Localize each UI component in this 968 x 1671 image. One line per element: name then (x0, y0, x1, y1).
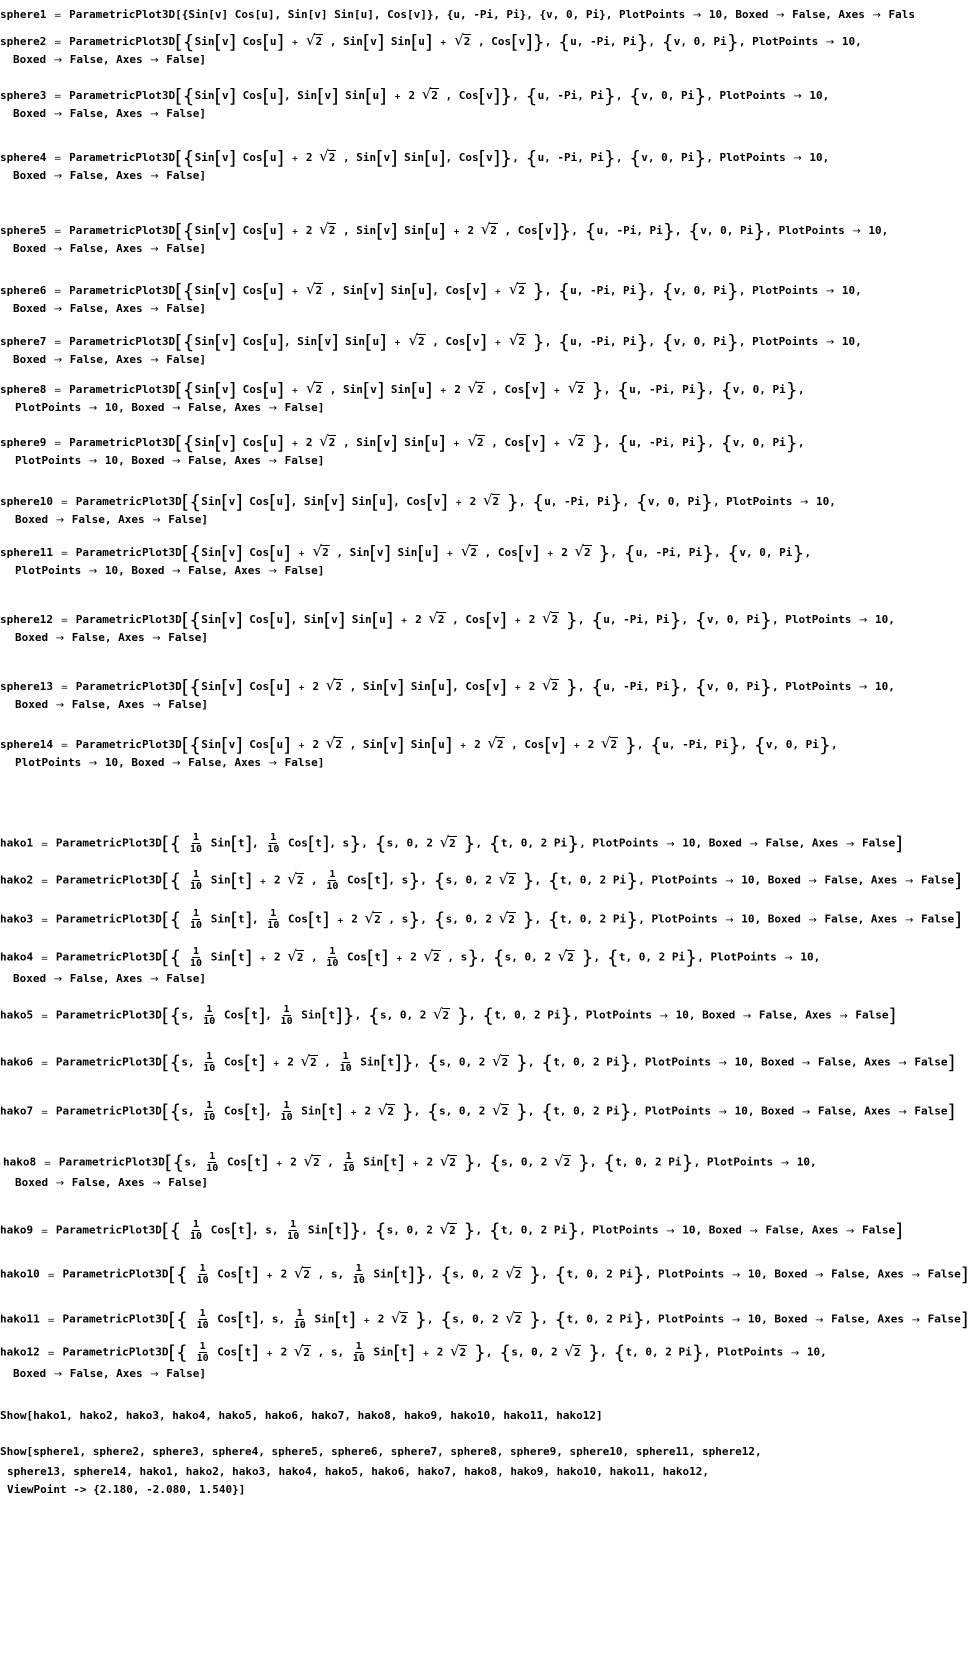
code-line-h4b[interactable]: Boxed → False, Axes → False] (13, 972, 206, 985)
code-line-show1[interactable]: Show[hako1, hako2, hako3, hako4, hako5, hako6, hako7, hako8, hako9, hako10, hako11, hako12] (0, 1409, 603, 1422)
code-line-h6a[interactable]: hako6 = ParametricPlot3D[{s, $\frac{1}{10}$ Cos[t] + 2 √2 , $\frac{1}{10}$ Sin[t]}, {s, 0, 2 √2 }, {t, 0, 2 Pi}, PlotPoints → 10, Boxed → False, Axes → False] (0, 1051, 955, 1074)
code-line-s6a[interactable]: sphere6 = ParametricPlot3D[{Sin[v] Cos[u] + √2 , Sin[v] Sin[u], Cos[v] + √2 }, {u, -Pi, Pi}, {v, 0, Pi}, PlotPoints → 10, (0, 280, 862, 302)
code-line-s11a[interactable]: sphere11 = ParametricPlot3D[{Sin[v] Cos[u] + √2 , Sin[v] Sin[u] + √2 , Cos[v] + 2 √2 }, {u, -Pi, Pi}, {v, 0, Pi}, (0, 542, 812, 564)
code-line-s12a[interactable]: sphere12 = ParametricPlot3D[{Sin[v] Cos[u], Sin[v] Sin[u] + 2 √2 , Cos[v] + 2 √2 }, {u, -Pi, Pi}, {v, 0, Pi}, PlotPoints → 10, (0, 609, 895, 631)
sqrt-two: √2 (498, 869, 515, 888)
fraction-one-tenth: $\frac{1}{10}$ (190, 908, 203, 931)
code-line-s13b[interactable]: Boxed → False, Axes → False] (15, 698, 208, 711)
sqrt-two: √2 (364, 908, 381, 927)
sqrt-two: √2 (300, 1051, 317, 1070)
sqrt-two: √2 (508, 280, 526, 298)
code-line-s7a[interactable]: sphere7 = ParametricPlot3D[{Sin[v] Cos[u], Sin[v] Sin[u] + √2 , Cos[v] + √2 }, {u, -Pi, Pi}, {v, 0, Pi}, PlotPoints → 10, (0, 331, 862, 353)
fraction-one-tenth: $\frac{1}{10}$ (352, 1341, 365, 1364)
sqrt-two: √2 (325, 676, 342, 694)
code-line-h3a[interactable]: hako3 = ParametricPlot3D[{ $\frac{1}{10}$ Sin[t], $\frac{1}{10}$ Cos[t] + 2 √2 , s}, {s, 0, 2 √2 }, {t, 0, 2 Pi}, PlotPoints → 10, Boxed → False, Axes → False] (0, 908, 962, 931)
code-line-s9a[interactable]: sphere9 = ParametricPlot3D[{Sin[v] Cos[u] + 2 √2 , Sin[v] Sin[u] + √2 , Cos[v] + √2 }, {u, -Pi, Pi}, {v, 0, Pi}, (0, 432, 805, 454)
code-line-s8a[interactable]: sphere8 = ParametricPlot3D[{Sin[v] Cos[u] + √2 , Sin[v] Sin[u] + 2 √2 , Cos[v] + √2 }, {u, -Pi, Pi}, {v, 0, Pi}, (0, 379, 805, 401)
sqrt-two: √2 (498, 908, 515, 927)
code-line-h8a[interactable]: hako8 = ParametricPlot3D[{s, $\frac{1}{10}$ Cos[t] + 2 √2 , $\frac{1}{10}$ Sin[t] + 2 √2 }, {s, 0, 2 √2 }, {t, 0, 2 Pi}, PlotPoints → 10, (3, 1151, 817, 1174)
fraction-one-tenth: $\frac{1}{10}$ (190, 946, 203, 969)
fraction-one-tenth: $\frac{1}{10}$ (342, 1151, 355, 1174)
sqrt-two: √2 (492, 1100, 509, 1119)
code-line-h7a[interactable]: hako7 = ParametricPlot3D[{s, $\frac{1}{10}$ Cos[t], $\frac{1}{10}$ Sin[t] + 2 √2 }, {s, 0, 2 √2 }, {t, 0, 2 Pi}, PlotPoints → 10, Boxed → False, Axes → False] (0, 1100, 955, 1123)
fraction-one-tenth: $\frac{1}{10}$ (203, 1100, 216, 1123)
sqrt-two: √2 (325, 734, 342, 752)
sqrt-two: √2 (450, 1341, 467, 1360)
code-line-s10a[interactable]: sphere10 = ParametricPlot3D[{Sin[v] Cos[u], Sin[v] Sin[u], Cos[v] + 2 √2 }, {u, -Pi, Pi}, {v, 0, Pi}, PlotPoints → 10, (0, 491, 836, 513)
sqrt-two: √2 (467, 379, 484, 397)
sqrt-two: √2 (293, 1341, 311, 1360)
fraction-one-tenth: $\frac{1}{10}$ (196, 1263, 209, 1286)
fraction-one-tenth: $\frac{1}{10}$ (196, 1341, 209, 1364)
code-line-s5a[interactable]: sphere5 = ParametricPlot3D[{Sin[v] Cos[u] + 2 √2 , Sin[v] Sin[u] + 2 √2 , Cos[v]}, {u, -Pi, Pi}, {v, 0, Pi}, PlotPoints → 10, (0, 220, 889, 242)
sqrt-two: √2 (541, 609, 559, 627)
sqrt-two: √2 (421, 85, 438, 103)
sqrt-two: √2 (305, 280, 323, 298)
code-line-s2a[interactable]: sphere2 = ParametricPlot3D[{Sin[v] Cos[u] + √2 , Sin[v] Sin[u] + √2 , Cos[v]}, {u, -Pi, Pi}, {v, 0, Pi}, PlotPoints → 10, (0, 31, 862, 53)
code-line-s7b[interactable]: Boxed → False, Axes → False] (13, 353, 206, 366)
sqrt-two: √2 (287, 869, 304, 888)
sqrt-two: √2 (564, 1341, 581, 1360)
fraction-one-tenth: $\frac{1}{10}$ (326, 869, 339, 892)
sqrt-two: √2 (487, 734, 504, 752)
fraction-one-tenth: $\frac{1}{10}$ (287, 1219, 300, 1242)
sqrt-two: √2 (423, 946, 440, 965)
sqrt-two: √2 (508, 331, 526, 349)
sqrt-two: √2 (439, 832, 456, 851)
code-line-s8b[interactable]: PlotPoints → 10, Boxed → False, Axes → False] (15, 401, 325, 414)
code-line-s14b[interactable]: PlotPoints → 10, Boxed → False, Axes → False] (15, 756, 325, 769)
code-line-s9b[interactable]: PlotPoints → 10, Boxed → False, Axes → False] (15, 454, 325, 467)
sqrt-two: √2 (305, 379, 323, 397)
code-line-s1a[interactable]: sphere1 = ParametricPlot3D[{Sin[v] Cos[u], Sin[v] Sin[u], Cos[v]}, {u, -Pi, Pi}, {v, 0, Pi}, PlotPoints → 10, Boxed → False, Axes → Fals (0, 8, 916, 21)
code-line-h10a[interactable]: hako10 = ParametricPlot3D[{ $\frac{1}{10}$ Cos[t] + 2 √2 , s, $\frac{1}{10}$ Sin[t]}, {s, 0, 2 √2 }, {t, 0, 2 Pi}, PlotPoints → 10, Boxed → False, Axes → False] (0, 1263, 968, 1286)
sqrt-two: √2 (439, 1219, 456, 1238)
code-line-h8b[interactable]: Boxed → False, Axes → False] (15, 1176, 208, 1189)
code-line-h4a[interactable]: hako4 = ParametricPlot3D[{ $\frac{1}{10}$ Sin[t] + 2 √2 , $\frac{1}{10}$ Cos[t] + 2 √2 , s}, {s, 0, 2 √2 }, {t, 0, 2 Pi}, PlotPoints → 10, (0, 946, 821, 969)
sqrt-two: √2 (391, 1308, 408, 1327)
code-line-s3b[interactable]: Boxed → False, Axes → False] (13, 107, 206, 120)
sqrt-two: √2 (287, 946, 304, 965)
sqrt-two: √2 (492, 1051, 509, 1070)
code-line-s4b[interactable]: Boxed → False, Axes → False] (13, 169, 206, 182)
sqrt-two: √2 (574, 542, 591, 560)
code-line-s13a[interactable]: sphere13 = ParametricPlot3D[{Sin[v] Cos[u] + 2 √2 , Sin[v] Sin[u], Cos[v] + 2 √2 }, {u, -Pi, Pi}, {v, 0, Pi}, PlotPoints → 10, (0, 676, 895, 698)
sqrt-two: √2 (408, 331, 425, 349)
fraction-one-tenth: $\frac{1}{10}$ (280, 1100, 293, 1123)
code-line-h5a[interactable]: hako5 = ParametricPlot3D[{s, $\frac{1}{10}$ Cos[t], $\frac{1}{10}$ Sin[t]}, {s, 0, 2 √2 }, {t, 0, 2 Pi}, PlotPoints → 10, Boxed → False, Axes → False] (0, 1004, 896, 1027)
code-line-s3a[interactable]: sphere3 = ParametricPlot3D[{Sin[v] Cos[u], Sin[v] Sin[u] + 2 √2 , Cos[v]}, {u, -Pi, Pi}, {v, 0, Pi}, PlotPoints → 10, (0, 85, 830, 107)
code-line-h9a[interactable]: hako9 = ParametricPlot3D[{ $\frac{1}{10}$ Cos[t], s, $\frac{1}{10}$ Sin[t]}, {s, 0, 2 √2 }, {t, 0, 2 Pi}, PlotPoints → 10, Boxed → False, Axes → False] (0, 1219, 903, 1242)
fraction-one-tenth: $\frac{1}{10}$ (293, 1308, 306, 1331)
code-line-s5b[interactable]: Boxed → False, Axes → False] (13, 242, 206, 255)
sqrt-two: √2 (482, 491, 500, 509)
fraction-one-tenth: $\frac{1}{10}$ (203, 1004, 216, 1027)
code-line-show2a[interactable]: Show[sphere1, sphere2, sphere3, sphere4, sphere5, sphere6, sphere7, sphere8, sphere9, sphere10, sphere11, sphere12, (0, 1445, 762, 1458)
code-line-h2a[interactable]: hako2 = ParametricPlot3D[{ $\frac{1}{10}$ Sin[t] + 2 √2 , $\frac{1}{10}$ Cos[t], s}, {s, 0, 2 √2 }, {t, 0, 2 Pi}, PlotPoints → 10, Boxed → False, Axes → False] (0, 869, 962, 892)
fraction-one-tenth: $\frac{1}{10}$ (203, 1051, 216, 1074)
code-line-s12b[interactable]: Boxed → False, Axes → False] (15, 631, 208, 644)
sqrt-two: √2 (505, 1308, 522, 1327)
code-line-s11b[interactable]: PlotPoints → 10, Boxed → False, Axes → False] (15, 564, 325, 577)
sqrt-two: √2 (600, 734, 618, 752)
sqrt-two: √2 (319, 432, 336, 450)
code-line-s10b[interactable]: Boxed → False, Axes → False] (15, 513, 208, 526)
fraction-one-tenth: $\frac{1}{10}$ (326, 946, 339, 969)
code-line-s4a[interactable]: sphere4 = ParametricPlot3D[{Sin[v] Cos[u] + 2 √2 , Sin[v] Sin[u], Cos[v]}, {u, -Pi, Pi}, {v, 0, Pi}, PlotPoints → 10, (0, 147, 830, 169)
sqrt-two: √2 (541, 676, 559, 694)
sqrt-two: √2 (554, 1151, 571, 1170)
code-line-h12b[interactable]: Boxed → False, Axes → False] (13, 1367, 206, 1380)
fraction-one-tenth: $\frac{1}{10}$ (190, 1219, 203, 1242)
code-line-s2b[interactable]: Boxed → False, Axes → False] (13, 53, 206, 66)
code-line-h1a[interactable]: hako1 = ParametricPlot3D[{ $\frac{1}{10}$ Sin[t], $\frac{1}{10}$ Cos[t], s}, {s, 0, 2 √2 }, {t, 0, 2 Pi}, PlotPoints → 10, Boxed → False, Axes → False] (0, 832, 903, 855)
sqrt-two: √2 (467, 432, 484, 450)
sqrt-two: √2 (432, 1004, 450, 1023)
sqrt-two: √2 (439, 1151, 456, 1170)
sqrt-two: √2 (428, 609, 445, 627)
code-line-h12a[interactable]: hako12 = ParametricPlot3D[{ $\frac{1}{10}$ Cos[t] + 2 √2 , s, $\frac{1}{10}$ Sin[t] + 2 √2 }, {s, 0, 2 √2 }, {t, 0, 2 Pi}, PlotPoints → 10, (0, 1341, 827, 1364)
sqrt-two: √2 (460, 542, 478, 560)
code-line-show2b[interactable]: sphere13, sphere14, hako1, hako2, hako3, hako4, hako5, hako6, hako7, hako8, hako9, hako10, hako11, hako12, (7, 1465, 709, 1478)
fraction-one-tenth: $\frac{1}{10}$ (206, 1151, 219, 1174)
fraction-one-tenth: $\frac{1}{10}$ (190, 869, 203, 892)
fraction-one-tenth: $\frac{1}{10}$ (267, 908, 280, 931)
sqrt-two: √2 (312, 542, 329, 560)
sqrt-two: √2 (319, 220, 336, 238)
fraction-one-tenth: $\frac{1}{10}$ (280, 1004, 293, 1027)
fraction-one-tenth: $\frac{1}{10}$ (267, 832, 280, 855)
sqrt-two: √2 (293, 1263, 311, 1282)
code-line-s14a[interactable]: sphere14 = ParametricPlot3D[{Sin[v] Cos[u] + 2 √2 , Sin[v] Sin[u] + 2 √2 , Cos[v] + 2 √2 }, {u, -Pi, Pi}, {v, 0, Pi}, (0, 734, 838, 756)
sqrt-two: √2 (377, 1100, 394, 1119)
sqrt-two: √2 (303, 1151, 320, 1170)
sqrt-two: √2 (567, 379, 585, 397)
sqrt-two: √2 (305, 31, 323, 49)
sqrt-two: √2 (505, 1263, 522, 1282)
fraction-one-tenth: $\frac{1}{10}$ (339, 1051, 352, 1074)
sqrt-two: √2 (480, 220, 497, 238)
code-line-s6b[interactable]: Boxed → False, Axes → False] (13, 302, 206, 315)
sqrt-two: √2 (557, 946, 574, 965)
code-line-show2c[interactable]: ViewPoint -> {2.180, -2.080, 1.540}] (7, 1483, 246, 1496)
sqrt-two: √2 (319, 147, 336, 165)
fraction-one-tenth: $\frac{1}{10}$ (352, 1263, 365, 1286)
code-line-h11a[interactable]: hako11 = ParametricPlot3D[{ $\frac{1}{10}$ Cos[t], s, $\frac{1}{10}$ Sin[t] + 2 √2 }, {s, 0, 2 √2 }, {t, 0, 2 Pi}, PlotPoints → 10, Boxed → False, Axes → False] (0, 1308, 968, 1331)
sqrt-two: √2 (567, 432, 585, 450)
fraction-one-tenth: $\frac{1}{10}$ (196, 1308, 209, 1331)
sqrt-two: √2 (454, 31, 471, 49)
fraction-one-tenth: $\frac{1}{10}$ (190, 832, 203, 855)
